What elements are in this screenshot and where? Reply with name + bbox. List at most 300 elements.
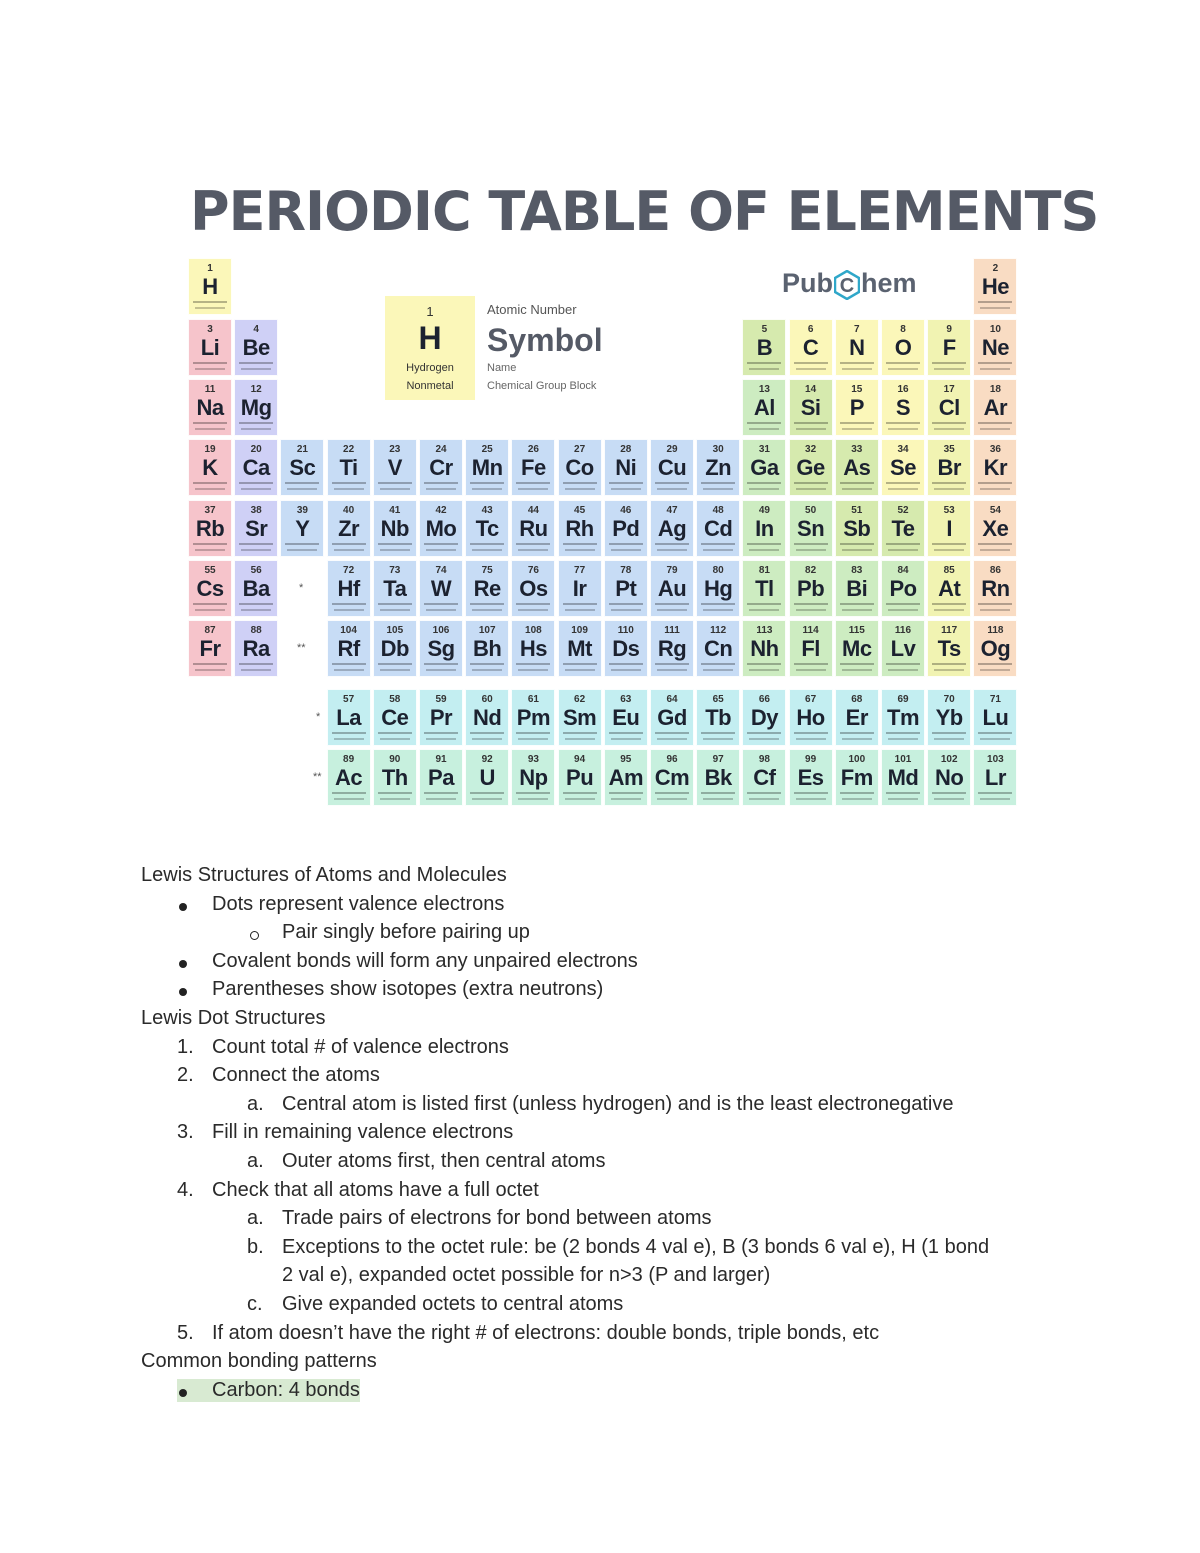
element-name-text xyxy=(516,732,550,734)
element-group-text xyxy=(287,549,317,551)
atomic-number: 66 xyxy=(758,694,770,705)
list-item-text: Check that all atoms have a full octet xyxy=(212,1178,539,1201)
atomic-number: 56 xyxy=(250,565,262,576)
atomic-number: 44 xyxy=(527,505,539,516)
atomic-number: 79 xyxy=(666,565,678,576)
element-symbol: As xyxy=(843,455,871,480)
element-symbol: Rh xyxy=(565,516,594,541)
element-group-text xyxy=(657,549,687,551)
element-cell-f xyxy=(927,319,971,376)
atomic-number: 55 xyxy=(204,565,216,576)
element-cell-ge xyxy=(789,439,833,496)
element-symbol: Se xyxy=(890,455,916,480)
element-cell-po xyxy=(881,560,925,617)
element-name-text xyxy=(655,792,689,794)
element-symbol: O xyxy=(894,335,912,360)
element-cell-ru xyxy=(511,500,555,557)
element-group-text xyxy=(934,798,964,800)
element-name-text xyxy=(932,663,966,665)
element-symbol: Lv xyxy=(890,636,916,661)
element-symbol: Re xyxy=(473,576,501,601)
list-item xyxy=(212,1064,380,1087)
element-name-text xyxy=(516,663,550,665)
element-symbol: Li xyxy=(200,335,220,360)
element-symbol: Bh xyxy=(473,636,502,661)
element-symbol: H xyxy=(202,274,218,299)
element-symbol: Mn xyxy=(471,455,503,480)
atomic-number: 27 xyxy=(574,444,586,455)
element-symbol: Ne xyxy=(981,335,1009,360)
atomic-number: 48 xyxy=(712,505,724,516)
atomic-number: 22 xyxy=(343,444,355,455)
element-name-text xyxy=(193,663,227,665)
element-group-text xyxy=(842,549,872,551)
list-item-text: Fill in remaining valence electrons xyxy=(212,1121,514,1144)
element-group-text xyxy=(334,549,364,551)
bullet-circle-icon xyxy=(250,931,259,940)
element-group-text xyxy=(980,609,1010,611)
list-item-text: Pair singly before pairing up xyxy=(282,921,530,944)
element-name-text xyxy=(978,603,1012,605)
element-group-text xyxy=(888,609,918,611)
element-name-text xyxy=(470,543,504,545)
element-name-text xyxy=(424,543,458,545)
element-name-text xyxy=(794,663,828,665)
element-symbol: Sc xyxy=(289,455,316,480)
element-group-text xyxy=(703,798,733,800)
element-cell-o xyxy=(881,319,925,376)
element-symbol: B xyxy=(756,335,773,360)
list-item xyxy=(212,1179,539,1202)
element-symbol: Pa xyxy=(428,765,454,790)
element-group-text xyxy=(796,798,826,800)
element-group-text xyxy=(703,669,733,671)
element-group-text xyxy=(842,798,872,800)
element-group-text xyxy=(980,428,1010,430)
element-symbol: Tb xyxy=(705,705,732,730)
element-symbol: K xyxy=(202,455,218,480)
atomic-number: 70 xyxy=(943,694,955,705)
element-symbol: Te xyxy=(891,516,915,541)
atomic-number: 76 xyxy=(527,565,539,576)
element-name-text xyxy=(332,603,366,605)
element-group-text xyxy=(749,368,779,370)
element-group-text xyxy=(611,488,641,490)
element-group-text xyxy=(980,549,1010,551)
atomic-number: 39 xyxy=(296,505,308,516)
element-symbol: V xyxy=(387,455,402,480)
element-cell-no xyxy=(927,749,971,806)
list-item-text: Central atom is listed first (unless hydrogen) and is the least electronegative xyxy=(282,1092,954,1115)
element-group-text xyxy=(934,368,964,370)
element-group-text xyxy=(380,738,410,740)
element-group-text xyxy=(518,609,548,611)
bullet-dot-icon xyxy=(179,903,187,911)
element-symbol: Pr xyxy=(429,705,453,730)
element-group-text xyxy=(380,669,410,671)
atomic-number: 102 xyxy=(940,754,958,765)
element-symbol: Kr xyxy=(983,455,1008,480)
element-group-text xyxy=(980,738,1010,740)
list-marker: 4. xyxy=(177,1178,194,1201)
element-name-text xyxy=(239,603,273,605)
element-cell-ta xyxy=(373,560,417,617)
element-symbol: S xyxy=(895,395,911,420)
element-cell-db xyxy=(373,620,417,677)
pubchem-logo-mid: C xyxy=(839,274,855,297)
element-group-text xyxy=(334,609,364,611)
element-symbol: Hg xyxy=(704,576,733,601)
element-name-text xyxy=(332,732,366,734)
element-name-text xyxy=(747,792,781,794)
atomic-number: 75 xyxy=(481,565,493,576)
element-name-text xyxy=(886,732,920,734)
element-symbol: Np xyxy=(519,765,548,790)
element-cell-zr xyxy=(327,500,371,557)
element-group-text xyxy=(703,549,733,551)
element-name-text xyxy=(470,482,504,484)
element-cell-al xyxy=(742,379,786,436)
element-group-text xyxy=(611,798,641,800)
atomic-number: 40 xyxy=(343,505,355,516)
element-cell-cn xyxy=(696,620,740,677)
element-cell-nd xyxy=(465,689,509,746)
element-symbol: Ti xyxy=(339,455,358,480)
element-group-text xyxy=(749,798,779,800)
element-cell-rh xyxy=(558,500,602,557)
element-symbol: Pb xyxy=(797,576,825,601)
element-name-text xyxy=(978,543,1012,545)
element-cell-lv xyxy=(881,620,925,677)
list-item-text: Outer atoms first, then central atoms xyxy=(282,1150,606,1172)
element-name-text xyxy=(193,603,227,605)
element-symbol: Ac xyxy=(335,765,363,790)
element-name-text xyxy=(516,482,550,484)
atomic-number: 90 xyxy=(389,754,401,765)
element-symbol: Lu xyxy=(982,705,1009,730)
element-cell-pa xyxy=(419,749,463,806)
element-symbol: Tm xyxy=(887,705,919,730)
atomic-number: 115 xyxy=(848,625,865,636)
atomic-number: 64 xyxy=(666,694,678,705)
element-symbol: Sb xyxy=(843,516,871,541)
pubchem-logo xyxy=(782,268,942,308)
list-marker: c. xyxy=(247,1293,263,1315)
element-name-text xyxy=(378,732,412,734)
element-symbol: Yb xyxy=(935,705,963,730)
atomic-number: 35 xyxy=(943,444,955,455)
element-group-text xyxy=(518,549,548,551)
element-cell-lr xyxy=(973,749,1017,806)
element-name-text xyxy=(609,543,643,545)
section-heading xyxy=(141,1007,326,1030)
element-name-text xyxy=(609,792,643,794)
element-name-text xyxy=(840,543,874,545)
element-cell-ac xyxy=(327,749,371,806)
element-cell-gd xyxy=(650,689,694,746)
atomic-number: 49 xyxy=(758,505,770,516)
element-cell-tc xyxy=(465,500,509,557)
element-name-text xyxy=(193,362,227,364)
lanthanide-row-marker: * xyxy=(316,711,321,723)
element-symbol: Dy xyxy=(750,705,778,730)
element-name-text xyxy=(655,482,689,484)
element-symbol: Mg xyxy=(240,395,272,420)
list-item-text: Covalent bonds will form any unpaired electrons xyxy=(212,949,638,972)
atomic-number: 53 xyxy=(943,505,955,516)
element-cell-ar xyxy=(973,379,1017,436)
list-item-text: Dots represent valence electrons xyxy=(212,892,505,915)
element-group-text xyxy=(195,609,225,611)
element-symbol: Fr xyxy=(199,636,221,661)
element-name-text xyxy=(193,482,227,484)
element-name-text xyxy=(470,792,504,794)
element-name-text xyxy=(978,482,1012,484)
element-group-text xyxy=(426,609,456,611)
element-cell-ga xyxy=(742,439,786,496)
atomic-number: 100 xyxy=(848,754,866,765)
element-cell-cl xyxy=(927,379,971,436)
element-cell-zn xyxy=(696,439,740,496)
element-cell-ts xyxy=(927,620,971,677)
element-name-text xyxy=(747,543,781,545)
element-name-text xyxy=(516,603,550,605)
element-name-text xyxy=(978,732,1012,734)
element-symbol: Zr xyxy=(338,516,360,541)
element-symbol: Mt xyxy=(567,636,592,661)
element-name-text xyxy=(701,482,735,484)
element-symbol: U xyxy=(479,765,495,790)
element-group-text xyxy=(241,368,271,370)
element-name-text xyxy=(239,543,273,545)
element-symbol: Ba xyxy=(242,576,270,601)
element-name-text xyxy=(932,482,966,484)
element-group-text xyxy=(842,428,872,430)
element-group-text xyxy=(980,488,1010,490)
element-group-text xyxy=(749,549,779,551)
list-marker: 1. xyxy=(177,1035,194,1058)
element-group-text xyxy=(380,609,410,611)
element-symbol: Cs xyxy=(196,576,224,601)
atomic-number: 69 xyxy=(897,694,909,705)
element-symbol: Zn xyxy=(705,455,732,480)
element-group-text xyxy=(334,488,364,490)
list-item xyxy=(212,978,603,1001)
atomic-number: 26 xyxy=(527,444,539,455)
legend-label-group: Chemical Group Block xyxy=(487,380,597,392)
element-symbol: Ru xyxy=(519,516,548,541)
element-symbol: Cn xyxy=(704,636,733,661)
element-group-text xyxy=(749,609,779,611)
list-marker: b. xyxy=(247,1235,264,1258)
element-group-text xyxy=(796,488,826,490)
element-cell-mo xyxy=(419,500,463,557)
element-group-text xyxy=(287,488,317,490)
element-symbol: Si xyxy=(800,395,821,420)
legend-labels xyxy=(487,300,707,400)
element-symbol: Nh xyxy=(750,636,779,661)
atomic-number: 30 xyxy=(712,444,724,455)
element-name-text xyxy=(378,543,412,545)
atomic-number: 84 xyxy=(897,565,909,576)
legend-atomic-number: 1 xyxy=(426,304,434,319)
element-symbol: Rg xyxy=(657,636,687,661)
element-symbol: Cl xyxy=(938,395,960,420)
element-group-text xyxy=(657,669,687,671)
element-cell-xe xyxy=(973,500,1017,557)
element-symbol: Po xyxy=(889,576,917,601)
list-item xyxy=(212,1322,879,1345)
element-symbol: Co xyxy=(565,455,594,480)
list-item-text: 2 val e), expanded octet possible for n>3 (P and larger) xyxy=(282,1264,771,1287)
element-group-text xyxy=(195,669,225,671)
element-name-text xyxy=(932,792,966,794)
element-name-text xyxy=(747,362,781,364)
element-cell-ir xyxy=(558,560,602,617)
element-cell-fl xyxy=(789,620,833,677)
atomic-number: 3 xyxy=(207,324,213,335)
element-symbol: Ir xyxy=(572,576,587,601)
atomic-number: 81 xyxy=(758,565,770,576)
element-symbol: Ca xyxy=(242,455,270,480)
element-name-text xyxy=(563,732,597,734)
atomic-number: 13 xyxy=(758,384,770,395)
element-group-text xyxy=(426,669,456,671)
element-name-text xyxy=(332,792,366,794)
element-cell-p xyxy=(835,379,879,436)
element-symbol: Pt xyxy=(615,576,637,601)
element-cell-li xyxy=(188,319,232,376)
element-cell-yb xyxy=(927,689,971,746)
element-cell-am xyxy=(604,749,648,806)
element-name-text xyxy=(978,792,1012,794)
element-cell-ag xyxy=(650,500,694,557)
element-group-text xyxy=(426,798,456,800)
element-symbol: Ra xyxy=(242,636,270,661)
atomic-number: 52 xyxy=(897,505,909,516)
atomic-number: 105 xyxy=(386,625,404,636)
element-cell-fe xyxy=(511,439,555,496)
atomic-number: 85 xyxy=(943,565,955,576)
element-group-text xyxy=(888,488,918,490)
atomic-number: 98 xyxy=(758,754,770,765)
bullet-dot-icon xyxy=(179,960,187,968)
element-cell-cr xyxy=(419,439,463,496)
list-item-text: Connect the atoms xyxy=(212,1064,380,1087)
element-cell-sm xyxy=(558,689,602,746)
legend-group: Nonmetal xyxy=(406,380,454,392)
atomic-number: 93 xyxy=(527,754,539,765)
element-symbol: Nd xyxy=(473,705,502,730)
element-cell-rg xyxy=(650,620,694,677)
atomic-number: 113 xyxy=(756,625,773,636)
element-name-text xyxy=(424,663,458,665)
atomic-number: 82 xyxy=(805,565,817,576)
element-cell-la xyxy=(327,689,371,746)
element-group-text xyxy=(749,488,779,490)
element-name-text xyxy=(701,543,735,545)
element-cell-rb xyxy=(188,500,232,557)
element-name-text xyxy=(378,482,412,484)
atomic-number: 65 xyxy=(712,694,724,705)
atomic-number: 57 xyxy=(343,694,355,705)
list-item-text: Parentheses show isotopes (extra neutrons) xyxy=(212,978,604,1001)
atomic-number: 47 xyxy=(666,505,678,516)
element-cell-og xyxy=(973,620,1017,677)
element-name-text xyxy=(794,732,828,734)
element-group-text xyxy=(472,738,502,740)
element-group-text xyxy=(611,609,641,611)
list-marker: 3. xyxy=(177,1121,194,1144)
element-symbol: Pm xyxy=(516,705,551,730)
element-symbol: Cr xyxy=(429,455,453,480)
element-name-text xyxy=(840,663,874,665)
list-item xyxy=(282,921,530,944)
element-group-text xyxy=(934,428,964,430)
element-name-text xyxy=(840,482,874,484)
element-name-text xyxy=(609,482,643,484)
element-group-text xyxy=(888,549,918,551)
element-cell-pb xyxy=(789,560,833,617)
atomic-number: 97 xyxy=(712,754,724,765)
atomic-number: 5 xyxy=(761,324,768,335)
legend-name: Hydrogen xyxy=(406,362,454,374)
element-cell-ca xyxy=(234,439,278,496)
element-cell-fr xyxy=(188,620,232,677)
element-cell-os xyxy=(511,560,555,617)
list-item-text: Give expanded octets to central atoms xyxy=(282,1293,624,1315)
element-cell-nh xyxy=(742,620,786,677)
element-cell-bi xyxy=(835,560,879,617)
element-group-text xyxy=(426,488,456,490)
element-name-text xyxy=(378,663,412,665)
element-cell-ra xyxy=(234,620,278,677)
element-group-text xyxy=(796,609,826,611)
atomic-number: 74 xyxy=(435,565,447,576)
element-cell-cd xyxy=(696,500,740,557)
element-name-text xyxy=(978,301,1012,303)
element-symbol: Ho xyxy=(796,705,825,730)
element-symbol: Ge xyxy=(796,455,825,480)
atomic-number: 91 xyxy=(435,754,447,765)
element-cell-th xyxy=(373,749,417,806)
list-item xyxy=(282,1207,712,1230)
atomic-number: 112 xyxy=(710,625,727,636)
pubchem-logo-left: Pub xyxy=(782,268,833,298)
atomic-number: 88 xyxy=(250,625,262,636)
atomic-number: 21 xyxy=(296,444,308,455)
element-group-text xyxy=(241,488,271,490)
element-group-text xyxy=(241,669,271,671)
element-cell-at xyxy=(927,560,971,617)
element-name-text xyxy=(886,543,920,545)
atomic-number: 36 xyxy=(989,444,1001,455)
element-symbol: Au xyxy=(657,576,687,601)
atomic-number: 16 xyxy=(897,384,909,395)
element-group-text xyxy=(195,307,225,309)
element-name-text xyxy=(609,663,643,665)
element-group-text xyxy=(796,368,826,370)
element-group-text xyxy=(934,738,964,740)
element-name-text xyxy=(193,301,227,303)
atomic-number: 42 xyxy=(435,505,447,516)
atomic-number: 86 xyxy=(989,565,1001,576)
atomic-number: 9 xyxy=(946,324,952,335)
element-cell-ne xyxy=(973,319,1017,376)
atomic-number: 33 xyxy=(851,444,863,455)
element-name-text xyxy=(332,482,366,484)
element-group-text xyxy=(518,798,548,800)
